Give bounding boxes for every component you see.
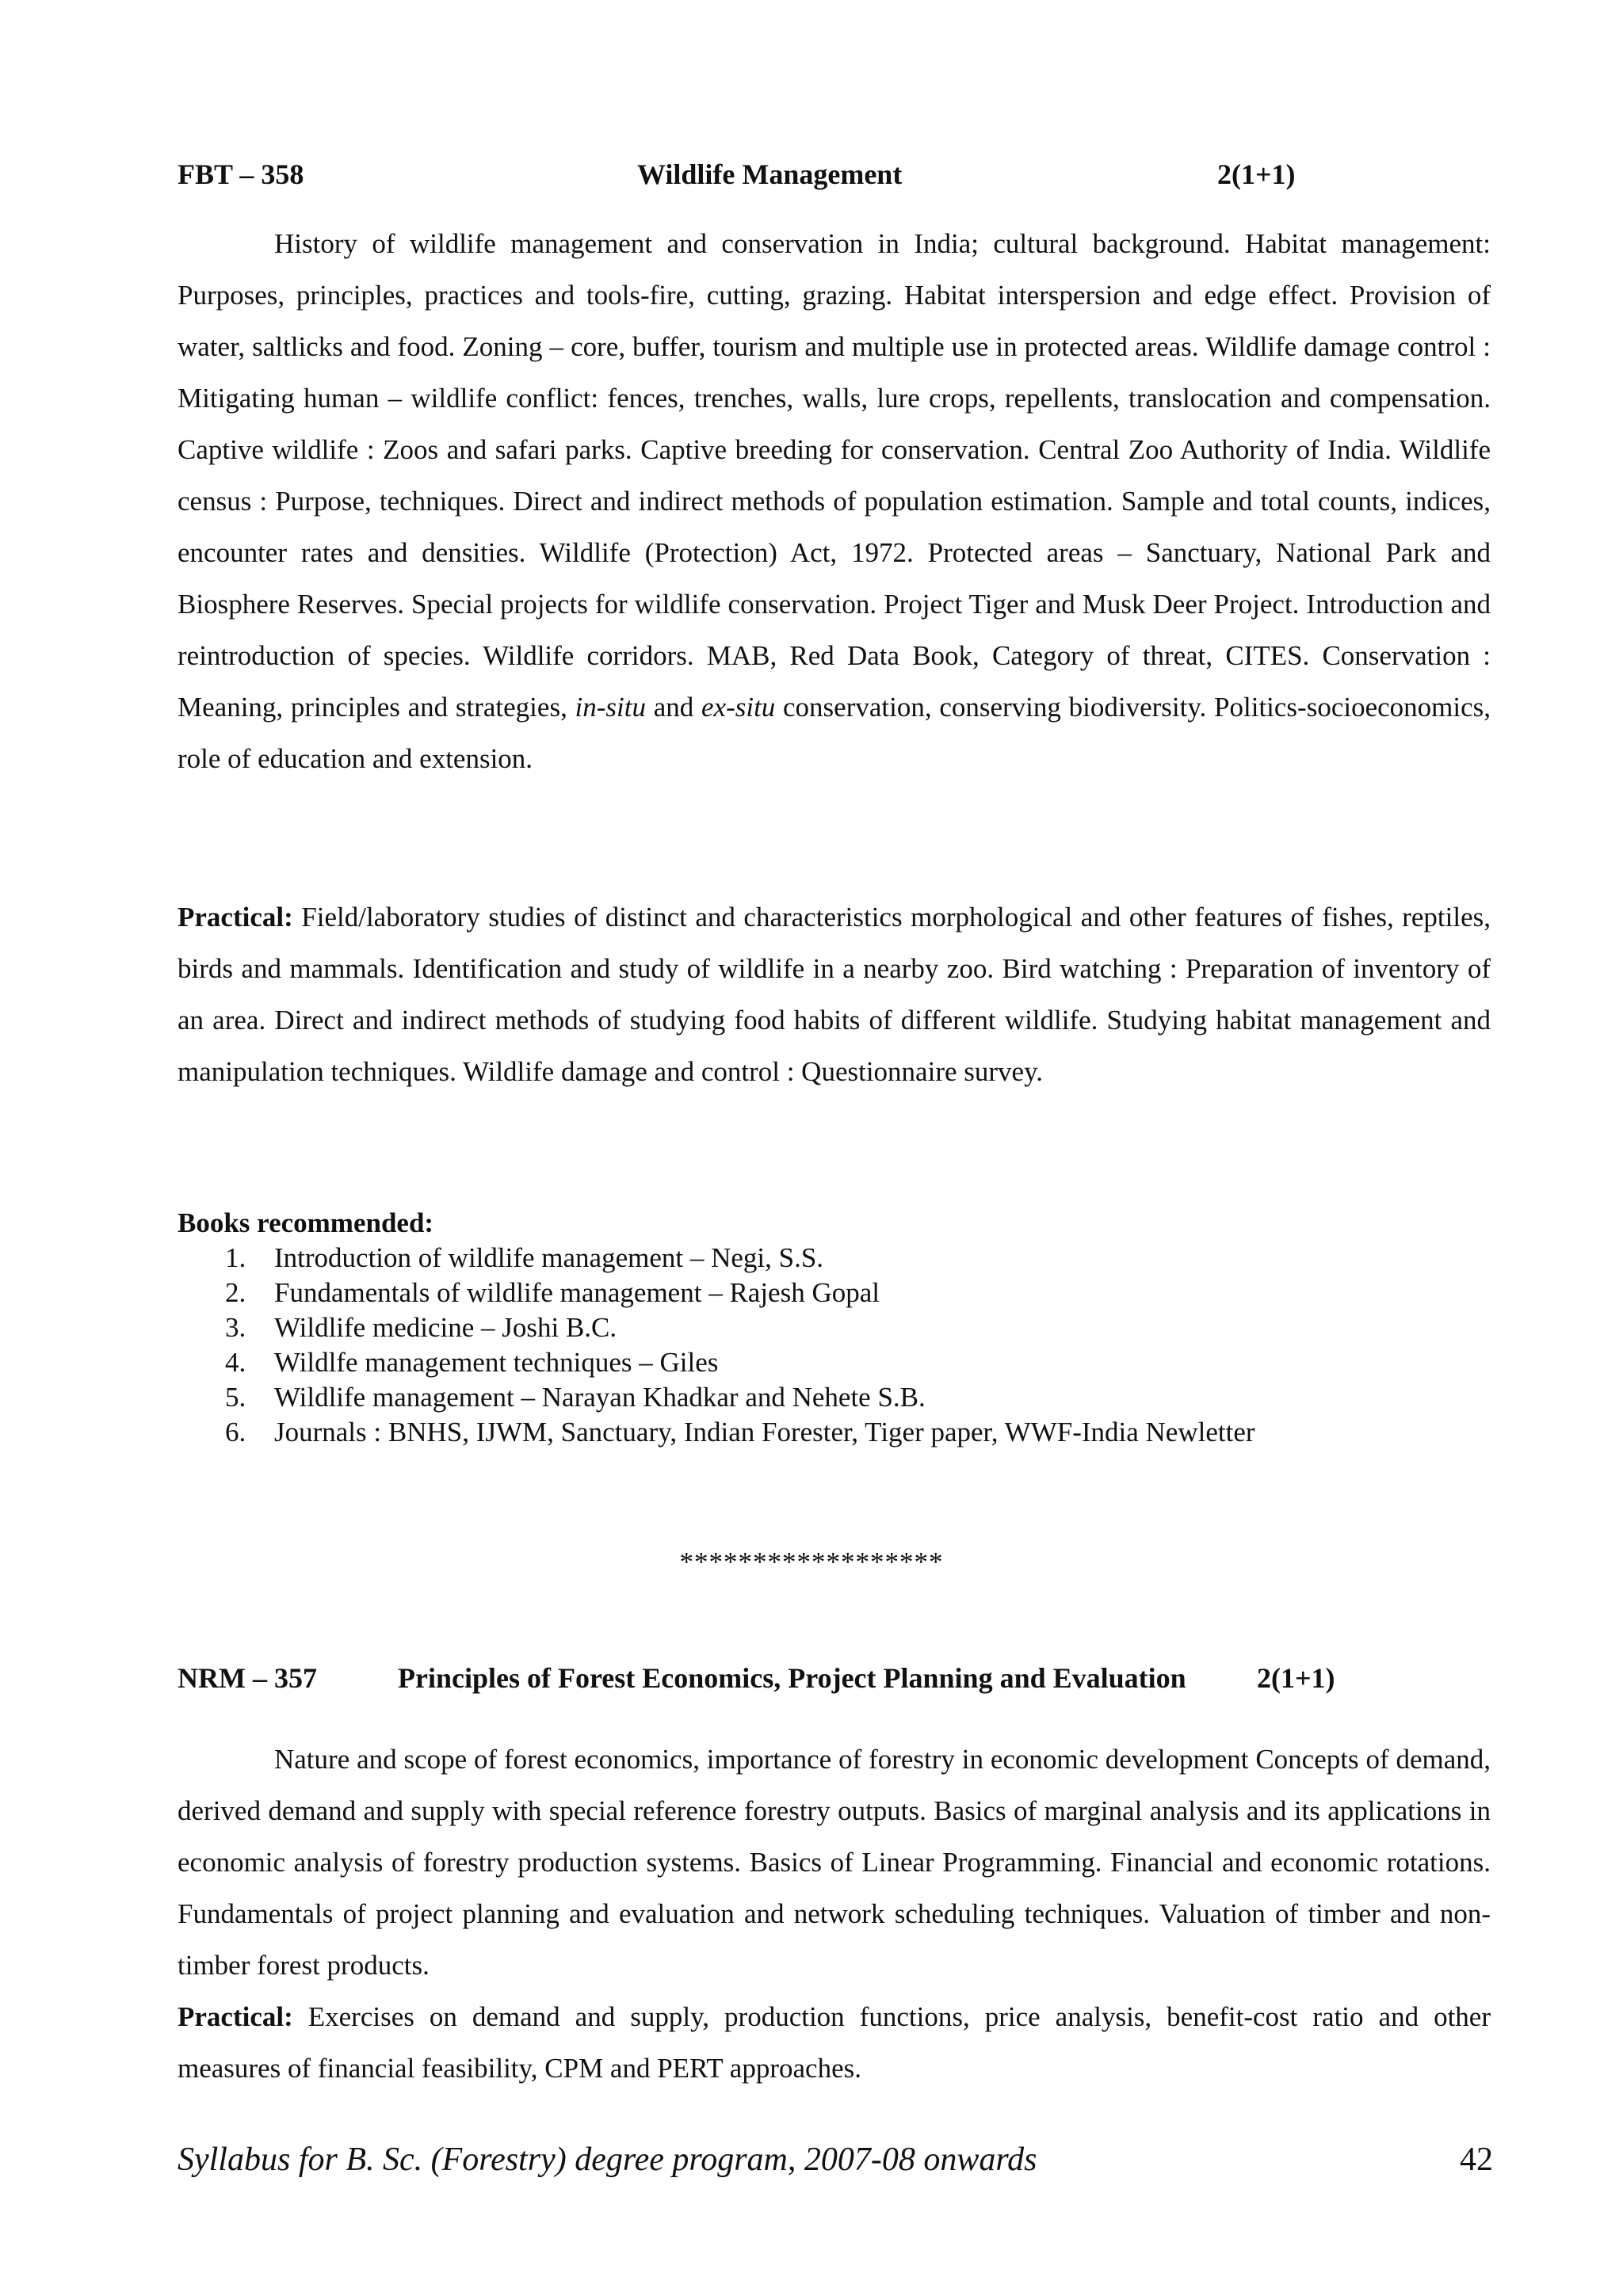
book-title: Journals : BNHS, IJWM, Sanctuary, Indian Forester, Tiger paper, WWF-India Newletter — [274, 1417, 1255, 1447]
book-number: 1. — [225, 1242, 246, 1273]
course-title: Wildlife Management — [637, 158, 903, 190]
course-credits: 2(1+1) — [1257, 1662, 1335, 1694]
course-description — [178, 218, 1491, 784]
books-list — [178, 1241, 1255, 1450]
course-code: NRM – 357 — [178, 1662, 317, 1694]
course-practical — [178, 1991, 1491, 2094]
book-title: Wildlife medicine – Joshi B.C. — [274, 1312, 617, 1343]
practical-text: Exercises on demand and supply, production functions, price analysis, benefit-cost ratio and other measures of financial feasibility, CPM and PERT approaches. — [178, 2001, 1491, 2084]
book-title: Wildlfe management techniques – Giles — [274, 1347, 719, 1378]
page-footer — [178, 2139, 1493, 2180]
course-description — [178, 1733, 1491, 1991]
footer-text: Syllabus for B. Sc. (Forestry) degree program, 2007-08 onwards — [178, 2142, 1037, 2178]
description-text: Nature and scope of forest economics, importance of forestry in economic development Concepts of demand, derived demand and supply with special reference forestry outputs. Basics of marginal analysis and its applications in economic analysis of forestry production systems. Basics of Linear Programming. Financial and economic rotations. Fundamentals of project planning and evaluation and network scheduling techniques. Valuation of timber and non-timber forest products. — [178, 1744, 1491, 1981]
description-text: History of wildlife management and conservation in India; cultural background. Habitat management: Purposes, principles, practices and tools-fire, cutting, grazing. Habitat interspersion and edge effect. Provision of water, saltlicks and food. Zoning – core, buffer, tourism and multiple use in protected areas. Wildlife damage control : Mitigating human – wildlife conflict: fences, trenches, walls, lure crops, repellents, translocation and compensation. Captive wildlife : Zoos and safari parks. Captive breeding for conservation. Central Zoo Authority of India. Wildlife census : Purpose, techniques. Direct and indirect methods of population estimation. Sample and total counts, indices, encounter rates and densities. Wildlife (Protection) Act, 1972. Protected areas – Sanctuary, National Park and Biosphere Reserves. Special projects for wildlife conservation. Project Tiger and Musk Deer Project. Introduction and reintroduction of species. Wildlife corridors. MAB, Red Data Book, Category of threat, CITES. Conservation : Meaning, principles and strategies, — [178, 228, 1491, 723]
books-heading: Books recommended: — [178, 1207, 434, 1238]
book-item — [178, 1241, 1255, 1276]
book-item — [178, 1415, 1255, 1450]
book-number: 5. — [225, 1382, 246, 1413]
book-item — [178, 1380, 1255, 1415]
book-number: 3. — [225, 1312, 246, 1343]
description-term-ex-situ: ex-situ — [701, 692, 776, 723]
description-text: and — [646, 692, 701, 723]
practical-label: Practical: — [178, 902, 293, 933]
book-number: 4. — [225, 1347, 246, 1378]
book-number: 6. — [225, 1417, 246, 1447]
course-code: FBT – 358 — [178, 158, 304, 190]
course-credits: 2(1+1) — [1217, 158, 1296, 190]
book-title: Fundamentals of wildlife management – Rajesh Gopal — [274, 1277, 880, 1308]
course-title: Principles of Forest Economics, Project Planning and Evaluation — [398, 1662, 1186, 1694]
section-separator: ****************** — [679, 1547, 944, 1577]
book-title: Wildlife management – Narayan Khadkar and Nehete S.B. — [274, 1382, 926, 1413]
book-title: Introduction of wildlife management – Negi, S.S. — [274, 1242, 824, 1273]
course-practical — [178, 891, 1491, 1097]
practical-text: Field/laboratory studies of distinct and characteristics morphological and other features of fishes, reptiles, birds and mammals. Identification and study of wildlife in a nearby zoo. Bird watching : Preparation of inventory of an area. Direct and indirect methods of studying food habits of different wildlife. Studying habitat management and manipulation techniques. Wildlife damage and control : Questionnaire survey. — [178, 902, 1491, 1087]
practical-label: Practical: — [178, 2001, 293, 2032]
book-item — [178, 1345, 1255, 1380]
book-number: 2. — [225, 1277, 246, 1308]
book-item — [178, 1276, 1255, 1310]
book-item — [178, 1310, 1255, 1345]
description-term-in-situ: in-situ — [575, 692, 646, 723]
page-number: 42 — [1460, 2142, 1493, 2178]
description-text: conservation, conserving biodiversity. Politics-socioeconomics, role of education and extension. — [178, 692, 1491, 774]
